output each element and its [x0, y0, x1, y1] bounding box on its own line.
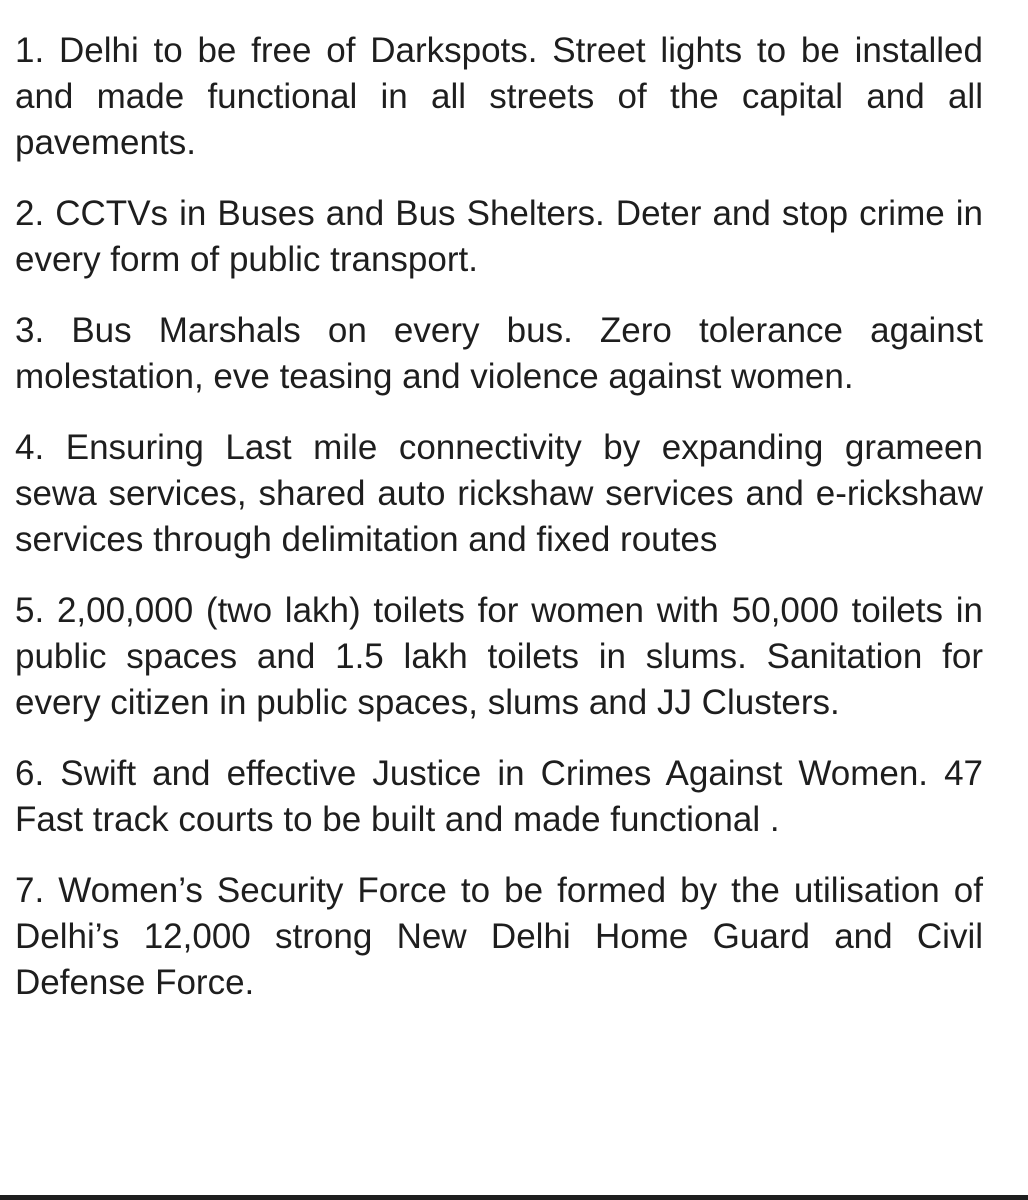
- point-4: 4. Ensuring Last mile connectivity by expanding grameen sewa services, shared auto rickshaw services and e-rickshaw services through delimitation and fixed routes: [15, 428, 983, 559]
- point-7: 7. Women’s Security Force to be formed by the utilisation of Delhi’s 12,000 strong New Delhi Home Guard and Civil Defense Force.: [15, 871, 983, 1002]
- point-3: 3. Bus Marshals on every bus. Zero tolerance against molestation, eve teasing and violence against women.: [15, 311, 983, 396]
- point-6: 6. Swift and effective Justice in Crimes Against Women. 47 Fast track courts to be built and made functional .: [15, 754, 983, 839]
- point-2: 2. CCTVs in Buses and Bus Shelters. Deter and stop crime in every form of public transport.: [15, 194, 983, 279]
- bottom-divider: [0, 1195, 1028, 1200]
- point-1: 1. Delhi to be free of Darkspots. Street lights to be installed and made functional in all streets of the capital and all pavements.: [15, 31, 983, 162]
- point-5: 5. 2,00,000 (two lakh) toilets for women with 50,000 toilets in public spaces and 1.5 lakh toilets in slums. Sanitation for every citizen in public spaces, slums and JJ Clusters.: [15, 591, 983, 722]
- document-text: [15, 28, 983, 1031]
